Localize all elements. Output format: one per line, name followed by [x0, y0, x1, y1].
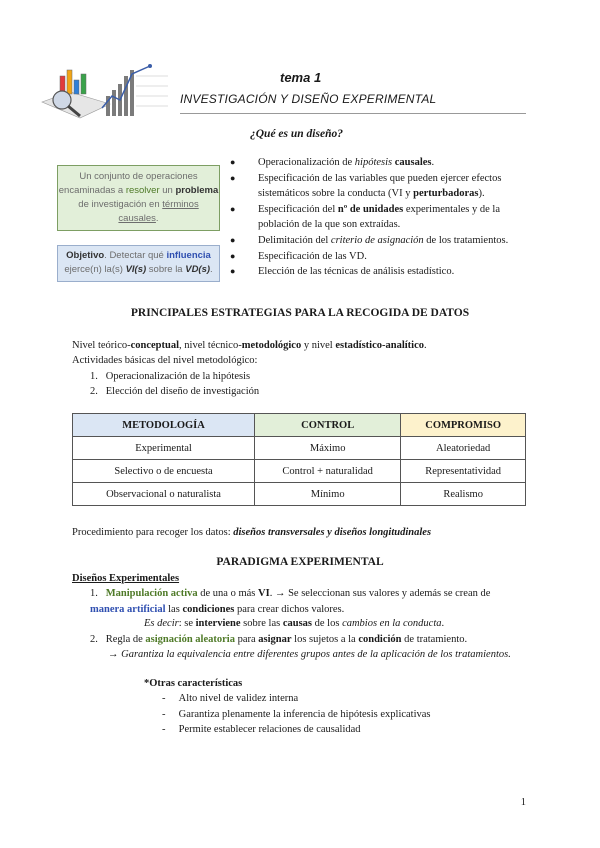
table-cell: Experimental — [73, 437, 255, 460]
list-item: ● Elección de las técnicas de análisis estadístico. — [230, 264, 530, 280]
table-cell: Representatividad — [401, 460, 526, 483]
design-item-1: 1. Manipulación activa de una o más VI. → Se seleccionan sus valores y además se crean de manera artificial las condiciones para crear dichos valores. — [90, 588, 491, 615]
table-cell: Realismo — [401, 483, 526, 506]
table-cell: Observacional o naturalista — [73, 483, 255, 506]
design-item-1-note: Es decir: se interviene sobre las causas de los cambios en la conducta. — [144, 618, 445, 629]
design-item-2: 2. Regla de asignación aleatoria para asignar los sujetos a la condición de tratamiento. — [90, 634, 468, 645]
list-item: ● Especificación de las variables que pueden ejercer efectos sistemáticos sobre la conducta (VI y perturbadoras). — [230, 171, 530, 202]
list-item: - Alto nivel de validez interna — [162, 693, 299, 704]
table-header-row — [73, 414, 526, 437]
page-title: INVESTIGACIÓN Y DISEÑO EXPERIMENTAL — [180, 92, 437, 106]
table-cell: Mínimo — [255, 483, 401, 506]
design-steps-list — [230, 155, 530, 280]
header-metodologia: METODOLOGÍA — [73, 414, 255, 437]
procedure-paragraph: Procedimiento para recoger los datos: diseños transversales y diseños longitudinales — [72, 527, 432, 538]
design-item-2-note: → Garantiza la equivalencia entre diferentes grupos antes de la aplicación de los tratamientos. — [108, 649, 511, 660]
section-heading-paradigm: PARADIGMA EXPERIMENTAL — [216, 556, 384, 568]
list-item: ● Especificación de las VD. — [230, 249, 530, 265]
title-divider — [180, 113, 526, 114]
question-heading: ¿Qué es un diseño? — [250, 128, 343, 140]
activities-intro: Actividades básicas del nivel metodológico: — [72, 355, 258, 366]
list-item: ● Especificación del nº de unidades experimentales y de la población de la que son extraídas. — [230, 202, 530, 233]
table-row — [73, 460, 526, 483]
list-item: ● Delimitación del criterio de asignación de los tratamientos. — [230, 233, 530, 249]
subheading-experimental-designs: Diseños Experimentales — [72, 573, 180, 584]
activity-item-2: 2. Elección del diseño de investigación — [90, 386, 260, 397]
table-cell: Máximo — [255, 437, 401, 460]
definition-box: Un conjunto de operaciones encaminadas a resolver un problema de investigación en términos causales. — [57, 165, 220, 231]
header-control: CONTROL — [255, 414, 401, 437]
table-cell: Selectivo o de encuesta — [73, 460, 255, 483]
table-row — [73, 483, 526, 506]
table-cell: Control + naturalidad — [255, 460, 401, 483]
levels-paragraph: Nivel teórico-conceptual, nivel técnico-metodológico y nivel estadístico-analítico. — [72, 340, 427, 351]
methodology-table — [72, 413, 526, 506]
table-cell: Aleatoriedad — [401, 437, 526, 460]
list-item: ● Operacionalización de hipótesis causales. — [230, 155, 530, 171]
list-item: - Permite establecer relaciones de causalidad — [162, 724, 361, 735]
header-compromiso: COMPROMISO — [401, 414, 526, 437]
header-logo-illustration — [40, 62, 170, 120]
activity-item-1: 1. Operacionalización de la hipótesis — [90, 371, 251, 382]
topic-label: tema 1 — [280, 70, 322, 85]
objective-box: Objetivo. Detectar qué influencia ejerce(n) la(s) VI(s) sobre la VD(s). — [57, 245, 220, 282]
section-heading-strategies: PRINCIPALES ESTRATEGIAS PARA LA RECOGIDA DE DATOS — [130, 307, 470, 319]
page-number: 1 — [520, 797, 526, 808]
table-row — [73, 437, 526, 460]
list-item: - Garantiza plenamente la inferencia de hipótesis explicativas — [162, 709, 431, 720]
other-characteristics-title: *Otras características — [144, 678, 243, 689]
